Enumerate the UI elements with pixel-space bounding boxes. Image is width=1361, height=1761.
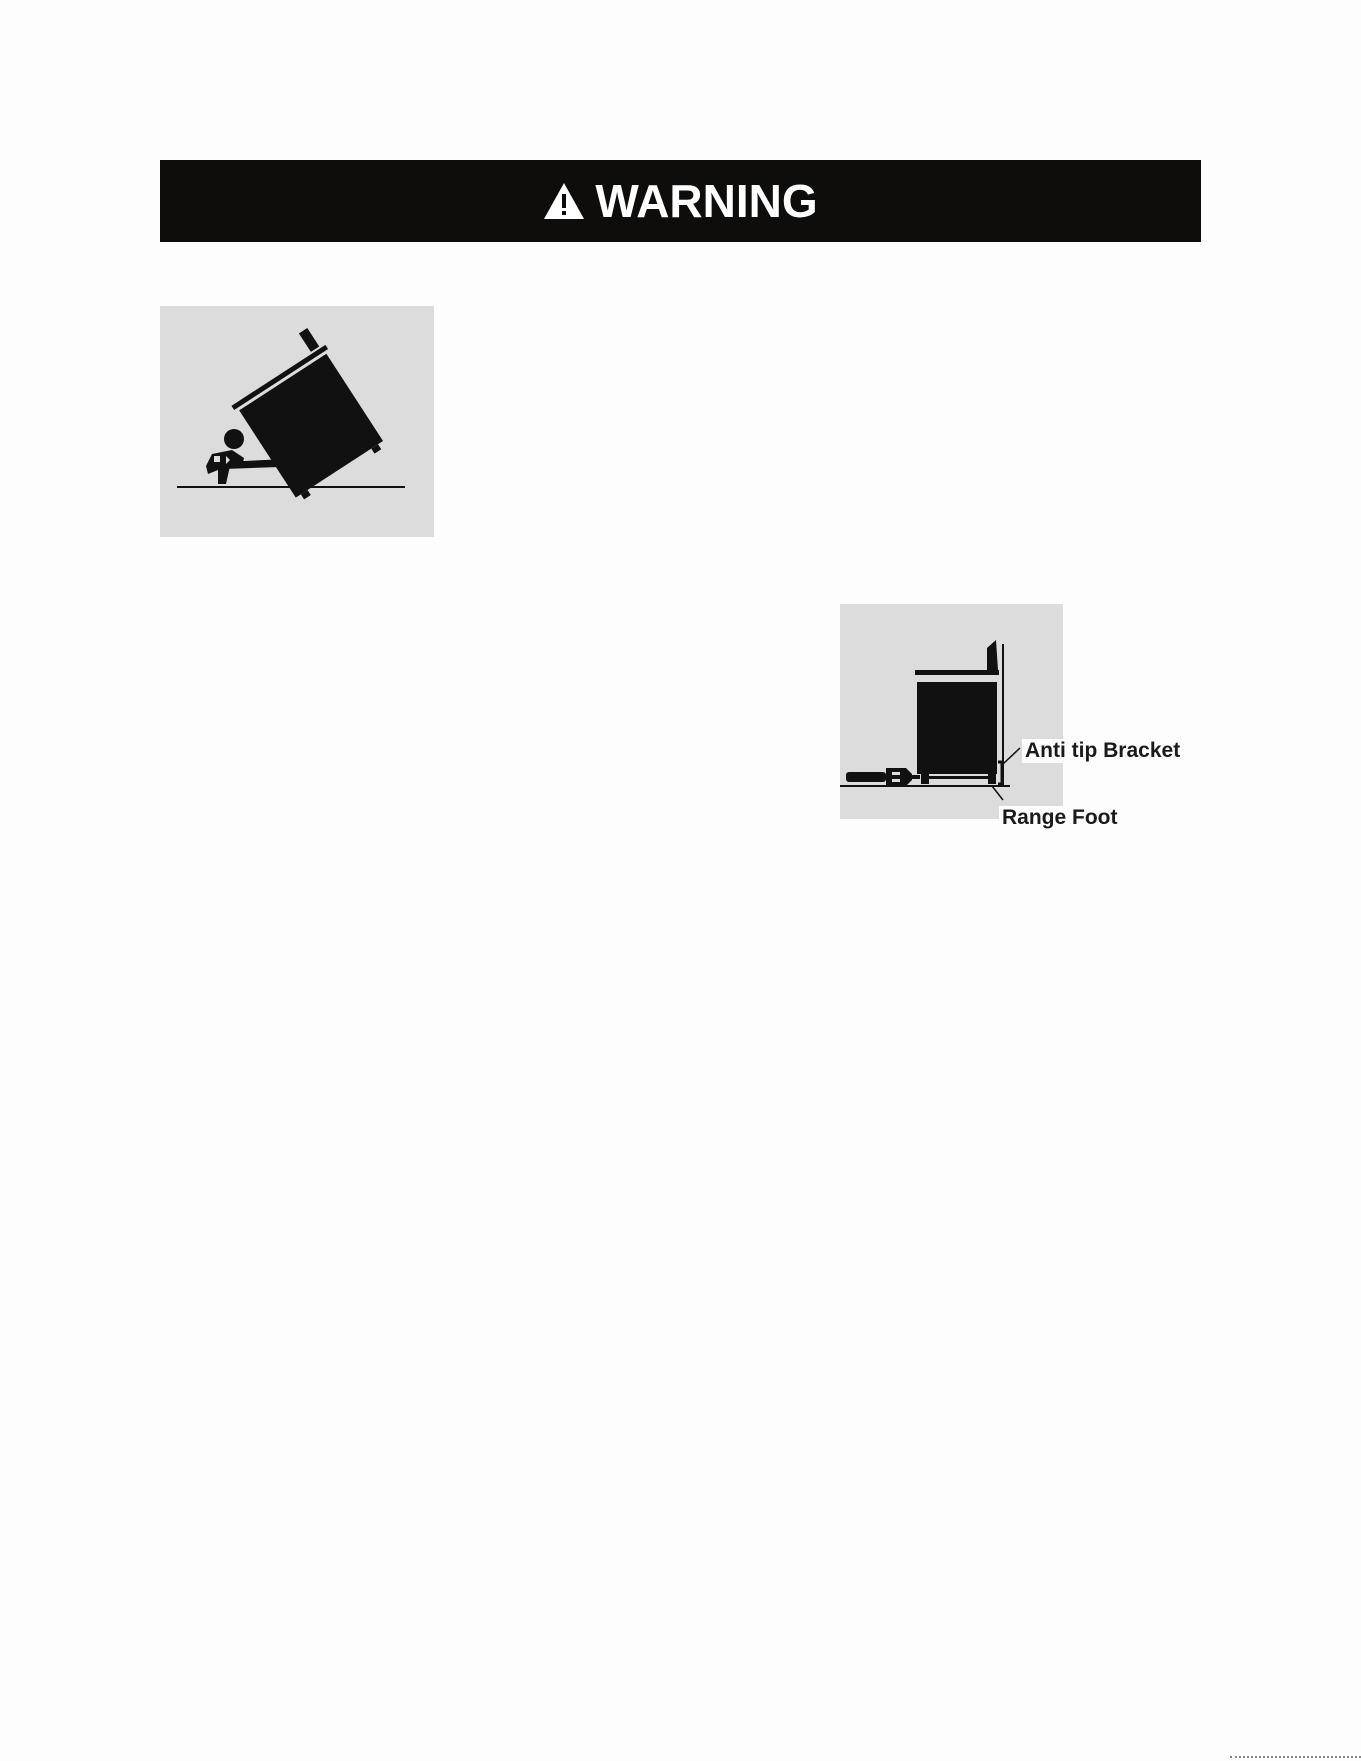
tip-over-figure [160, 306, 434, 537]
page-footer-rule [1230, 1756, 1361, 1758]
range-foot-label: Range Foot [999, 806, 1121, 830]
warning-title: WARNING [595, 175, 818, 227]
anti-tip-bracket-label: Anti tip Bracket [1022, 739, 1183, 763]
warning-banner [160, 160, 1201, 242]
warning-triangle-icon [543, 182, 585, 220]
child-tipping-range-icon [160, 306, 434, 537]
